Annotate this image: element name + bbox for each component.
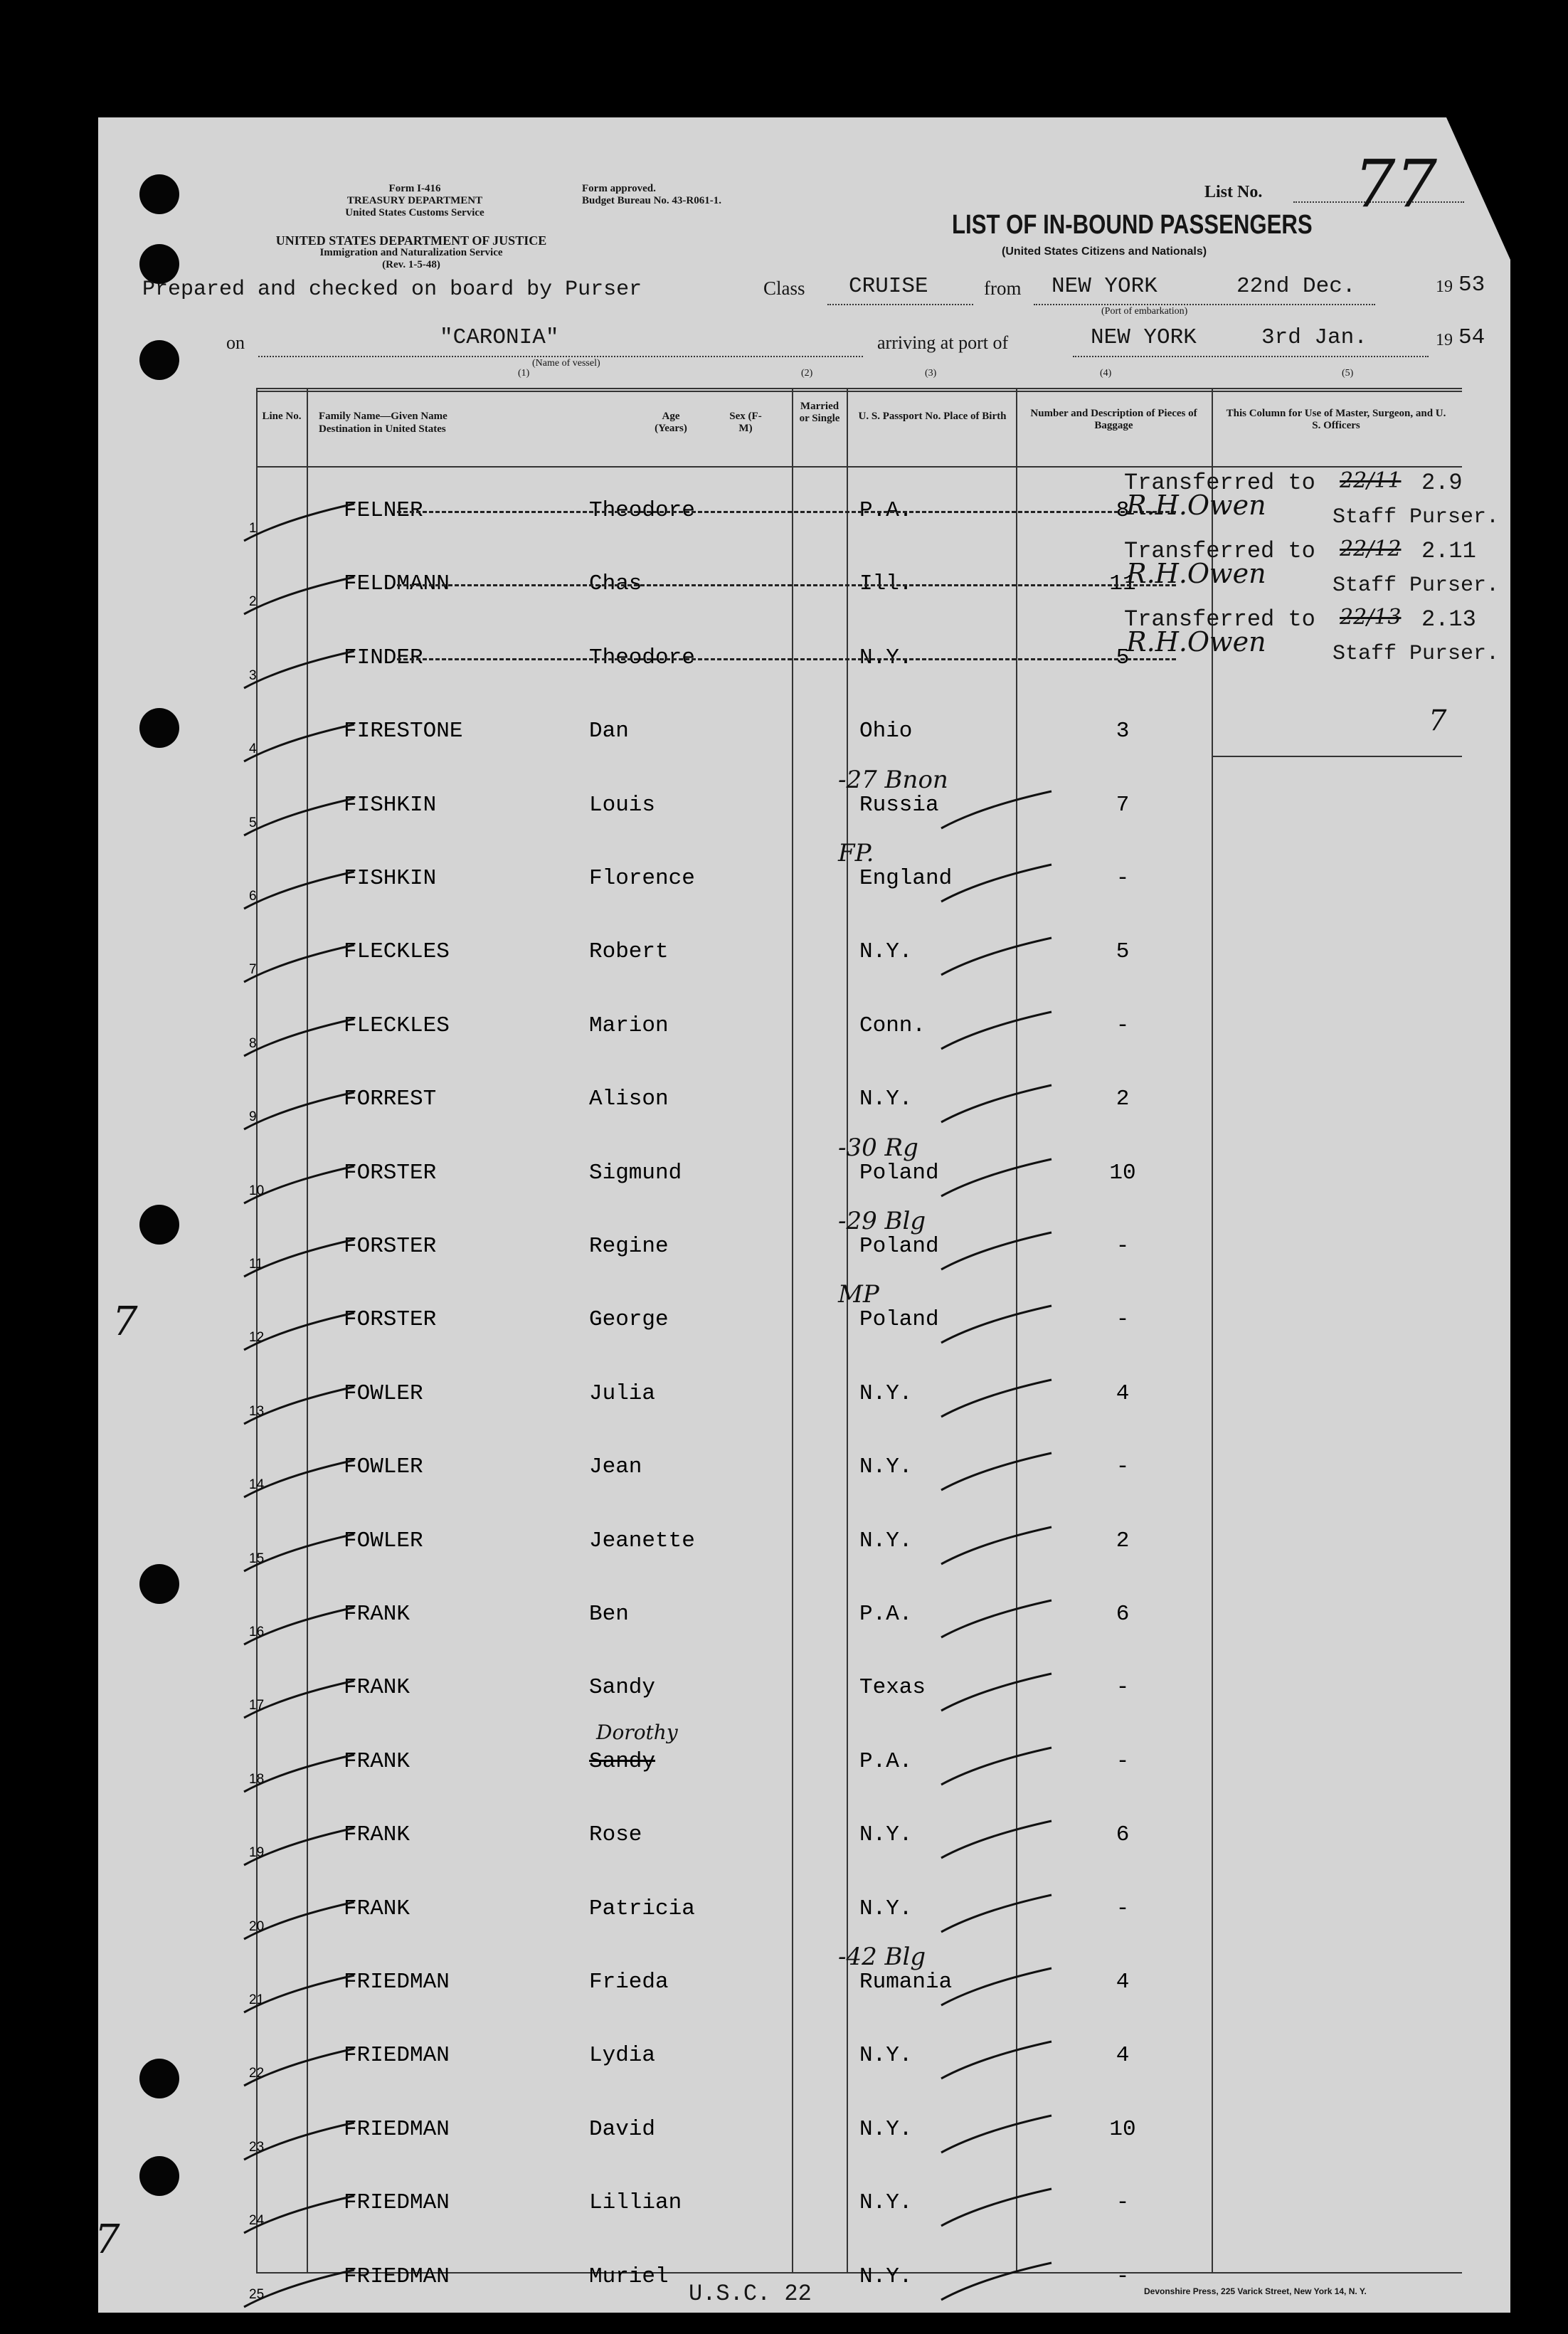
place-of-birth: N.Y. — [859, 1087, 913, 1112]
check-mark-icon — [240, 498, 347, 541]
on-label: on — [226, 332, 245, 353]
line-number: 3 — [249, 667, 257, 683]
table-row — [98, 1133, 1510, 1213]
check-mark-icon — [240, 1381, 347, 1424]
transfer-crossed-value: 22/12 — [1340, 537, 1402, 561]
given-name: Marion — [589, 1013, 669, 1038]
table-row — [98, 624, 1510, 697]
check-mark-icon — [938, 1079, 1059, 1129]
check-mark-icon — [240, 2190, 347, 2233]
prepared-label: Prepared and checked on board by Purser — [142, 278, 642, 302]
family-name: FRIEDMAN — [344, 1970, 450, 1995]
from-label: from — [984, 278, 1022, 299]
punch-hole — [139, 174, 179, 214]
table-row — [98, 1875, 1510, 1948]
given-name: Frieda — [589, 1970, 669, 1995]
check-mark-icon — [938, 1227, 1059, 1277]
arriving-label: arriving at port of — [877, 332, 1009, 353]
justice-dept: UNITED STATES DEPARTMENT OF JUSTICE — [275, 233, 547, 248]
staff-purser-label: Staff Purser. — [1333, 574, 1500, 598]
table-row — [98, 1654, 1510, 1727]
check-mark-icon — [240, 645, 347, 688]
col-header-passport: U. S. Passport No. Place of Birth — [858, 411, 1007, 422]
baggage-count: 10 — [1109, 1160, 1136, 1186]
line-number: 16 — [249, 1625, 265, 1639]
given-name: Chas — [589, 571, 642, 597]
baggage-count: 4 — [1116, 1380, 1130, 1406]
place-of-birth: N.Y. — [859, 645, 913, 670]
check-mark-icon — [240, 866, 347, 909]
given-name: Jeanette — [589, 1528, 695, 1553]
baggage-count: - — [1116, 2264, 1130, 2289]
given-name: Florence — [589, 866, 695, 891]
check-mark-icon — [938, 1153, 1059, 1203]
baggage-count: - — [1116, 1234, 1130, 1259]
table-row — [98, 2096, 1510, 2169]
line-number: 24 — [249, 2213, 265, 2229]
form-approved: Form approved. — [582, 183, 656, 194]
handwritten-correction: Dorothy — [596, 1720, 678, 1744]
line-number: 2 — [249, 594, 257, 610]
check-mark-icon — [938, 1668, 1059, 1718]
margin-mark: 7 — [95, 2217, 120, 2263]
place-of-birth: N.Y. — [859, 1380, 913, 1406]
line-number: 4 — [249, 741, 257, 757]
punch-hole — [139, 340, 179, 380]
transfer-destination: 2.9 — [1421, 470, 1463, 496]
place-of-birth: Ill. — [859, 571, 913, 597]
check-mark-icon — [240, 571, 347, 614]
given-name: Muriel — [589, 2264, 669, 2289]
check-mark-icon — [240, 1675, 347, 1718]
transfer-label: Transferred to — [1124, 470, 1315, 496]
check-mark-icon — [938, 2036, 1059, 2086]
table-row — [98, 1207, 1510, 1286]
table-row — [98, 2022, 1510, 2095]
arrive-port: NEW YORK — [1091, 325, 1197, 350]
check-mark-icon — [240, 939, 347, 982]
ins-service: Immigration and Naturalization Service — [319, 247, 503, 258]
officer-divider — [1212, 756, 1462, 757]
given-name: Dan — [589, 719, 629, 744]
printer-imprint: Devonshire Press, 225 Varick Street, New York 14, N. Y. — [1144, 2286, 1367, 2296]
arrive-year-prefix: 19 — [1436, 331, 1453, 349]
vessel-caption: (Name of vessel) — [532, 358, 600, 369]
baggage-count: - — [1116, 2190, 1130, 2216]
given-name: Lillian — [589, 2190, 682, 2216]
given-name: Robert — [589, 939, 669, 965]
baggage-count: 5 — [1116, 939, 1130, 965]
place-of-birth: N.Y. — [859, 2264, 913, 2289]
col-header-married: Married or Single — [799, 401, 840, 424]
family-name: FOWLER — [344, 1454, 423, 1480]
col-header-baggage: Number and Description of Pieces of Baggage — [1030, 408, 1197, 431]
row4-officer-note: 7 — [1429, 704, 1447, 737]
family-name: FELDMANN — [344, 571, 450, 597]
table-top-rule-2 — [256, 391, 1462, 392]
staff-purser-label: Staff Purser. — [1333, 642, 1500, 666]
place-of-birth: N.Y. — [859, 1822, 913, 1848]
form-approval — [582, 183, 721, 207]
check-mark-icon — [240, 1970, 347, 2012]
check-mark-icon — [240, 1161, 347, 1203]
baggage-count: 4 — [1116, 1970, 1130, 1995]
family-name: FLECKLES — [344, 939, 450, 965]
row-strikethrough — [397, 511, 1176, 513]
check-mark-icon — [938, 1595, 1059, 1644]
handwritten-note: FP. — [838, 839, 874, 867]
check-mark-icon — [240, 1307, 347, 1350]
form-header-treasury — [308, 183, 521, 219]
line-number: 1 — [249, 521, 257, 536]
vessel-name: "CARONIA" — [440, 325, 559, 350]
transfer-destination: 2.11 — [1421, 538, 1476, 564]
family-name: FRANK — [344, 1602, 410, 1627]
baggage-count: 11 — [1109, 571, 1136, 597]
manifest-page — [95, 117, 1510, 2313]
folded-corner — [1446, 117, 1510, 260]
check-mark-icon — [938, 1300, 1059, 1350]
line-number: 14 — [249, 1477, 265, 1493]
given-name: David — [589, 2116, 656, 2142]
col-num-5: (5) — [1342, 368, 1354, 379]
table-row — [98, 765, 1510, 845]
line-number: 22 — [249, 2066, 265, 2081]
given-name: Sandy — [589, 1675, 656, 1701]
form-revision: (Rev. 1-5-48) — [382, 259, 440, 270]
family-name: FOWLER — [344, 1528, 423, 1553]
row-strikethrough — [397, 584, 1176, 586]
given-name: Alison — [589, 1087, 669, 1112]
page-title: LIST OF IN-BOUND PASSENGERS — [952, 210, 1313, 240]
handwritten-note: MP — [838, 1280, 879, 1309]
from-year-prefix: 19 — [1436, 278, 1453, 296]
staff-purser-label: Staff Purser. — [1333, 505, 1500, 529]
list-no-handwritten: 77 — [1354, 146, 1438, 222]
table-row — [98, 1280, 1510, 1359]
col-header-name: Family Name—Given Name — [319, 411, 447, 422]
table-row — [98, 1065, 1510, 1139]
baggage-count: 2 — [1116, 1087, 1130, 1112]
family-name: FORSTER — [344, 1234, 437, 1259]
family-name: FISHKIN — [344, 866, 437, 891]
baggage-count: 10 — [1109, 2116, 1136, 2142]
baggage-count: - — [1116, 1013, 1130, 1038]
baggage-count: - — [1116, 1307, 1130, 1333]
table-row — [98, 1360, 1510, 1433]
col-num-4: (4) — [1100, 368, 1112, 379]
baggage-count: - — [1116, 1896, 1130, 1921]
given-name: Sigmund — [589, 1160, 682, 1186]
check-mark-icon — [240, 2043, 347, 2086]
place-of-birth: Rumania — [859, 1970, 953, 1995]
family-name: FRIEDMAN — [344, 2264, 450, 2289]
family-name: FORSTER — [344, 1160, 437, 1186]
table-row — [98, 697, 1510, 771]
table-row — [98, 1801, 1510, 1874]
place-of-birth: Poland — [859, 1307, 939, 1333]
col-header-sex: Sex (F-M) — [729, 411, 762, 434]
place-of-birth: P.A. — [859, 1602, 913, 1627]
family-name: FLECKLES — [344, 1013, 450, 1038]
place-of-birth: Poland — [859, 1234, 939, 1259]
given-name: Ben — [589, 1602, 629, 1627]
family-name: FRIEDMAN — [344, 2116, 450, 2142]
col-num-1: (1) — [518, 368, 530, 379]
line-number: 7 — [249, 962, 257, 978]
line-number: 8 — [249, 1035, 257, 1051]
check-mark-icon — [240, 2264, 347, 2307]
line-number: 11 — [249, 1257, 263, 1272]
family-name: FORSTER — [344, 1307, 437, 1333]
from-year: 53 — [1458, 273, 1485, 297]
place-of-birth: N.Y. — [859, 1896, 913, 1921]
table-row — [98, 839, 1510, 918]
given-name: Julia — [589, 1380, 656, 1406]
place-of-birth: Ohio — [859, 719, 913, 744]
family-name: FISHKIN — [344, 792, 437, 818]
customs-service: United States Customs Service — [345, 207, 484, 218]
transfer-destination: 2.13 — [1421, 606, 1476, 633]
place-of-birth: N.Y. — [859, 2116, 913, 2142]
col-header-age: Age (Years) — [655, 411, 687, 434]
check-mark-icon — [240, 1822, 347, 1865]
class-label: Class — [763, 278, 805, 299]
given-name: Lydia — [589, 2043, 656, 2069]
line-number: 12 — [249, 1330, 265, 1346]
family-name: FRIEDMAN — [344, 2190, 450, 2216]
place-of-birth: P.A. — [859, 1748, 913, 1774]
purser-signature: R.H.Owen — [1126, 626, 1266, 658]
line-number: 19 — [249, 1845, 265, 1861]
given-name: Jean — [589, 1454, 642, 1480]
check-mark-icon — [938, 1374, 1059, 1424]
given-name: Theodore — [589, 498, 695, 523]
family-name: FIRESTONE — [344, 719, 463, 744]
line-number: 20 — [249, 1918, 265, 1934]
purser-signature: R.H.Owen — [1126, 558, 1266, 589]
given-name: Rose — [589, 1822, 642, 1848]
given-name: Sandy — [589, 1748, 656, 1774]
check-mark-icon — [938, 2183, 1059, 2233]
col-header-destination: Destination in United States — [319, 423, 446, 435]
given-name: Regine — [589, 1234, 669, 1259]
place-of-birth: P.A. — [859, 498, 913, 523]
transfer-label: Transferred to — [1124, 606, 1315, 633]
check-mark-icon — [240, 2117, 347, 2160]
check-mark-icon — [240, 1087, 347, 1129]
given-name: George — [589, 1307, 669, 1333]
table-row — [98, 2169, 1510, 2242]
line-number: 15 — [249, 1551, 265, 1566]
check-mark-icon — [240, 1454, 347, 1497]
table-row — [98, 918, 1510, 991]
family-name: FORREST — [344, 1087, 437, 1112]
baggage-count: 7 — [1116, 792, 1130, 818]
place-of-birth: N.Y. — [859, 2043, 913, 2069]
margin-mark: 7 — [112, 1299, 138, 1345]
line-number: 23 — [249, 2139, 265, 2155]
budget-bureau: Budget Bureau No. 43-R061-1. — [582, 195, 721, 206]
port-embark-caption: (Port of embarkation) — [1101, 306, 1188, 317]
place-of-birth: N.Y. — [859, 1528, 913, 1553]
treasury-dept: TREASURY DEPARTMENT — [346, 195, 483, 206]
baggage-count: 4 — [1116, 2043, 1130, 2069]
place-of-birth: Texas — [859, 1675, 926, 1701]
line-number: 13 — [249, 1403, 265, 1419]
table-row — [98, 992, 1510, 1065]
handwritten-note: -27 Bnon — [838, 765, 948, 794]
family-name: FRIEDMAN — [344, 2043, 450, 2069]
place-of-birth: Conn. — [859, 1013, 926, 1038]
handwritten-note: -42 Blg — [838, 1943, 926, 1971]
transfer-label: Transferred to — [1124, 538, 1315, 564]
family-name: FRANK — [344, 1675, 410, 1701]
check-mark-icon — [938, 2257, 1059, 2307]
place-of-birth: N.Y. — [859, 2190, 913, 2216]
table-row — [98, 1433, 1510, 1506]
check-mark-icon — [938, 1742, 1059, 1792]
transfer-crossed-value: 22/11 — [1340, 468, 1402, 493]
check-mark-icon — [938, 2110, 1059, 2160]
place-of-birth: N.Y. — [859, 939, 913, 965]
check-mark-icon — [938, 932, 1059, 982]
form-number: Form I-416 — [388, 183, 441, 194]
baggage-count: - — [1116, 1748, 1130, 1774]
place-of-birth: Russia — [859, 792, 939, 818]
list-no-label: List No. — [1204, 183, 1263, 201]
row-strikethrough — [397, 658, 1176, 660]
line-number: 17 — [249, 1698, 265, 1713]
baggage-count: 2 — [1116, 1528, 1130, 1553]
place-of-birth: England — [859, 866, 953, 891]
form-header-justice — [226, 235, 596, 271]
purser-signature: R.H.Owen — [1126, 490, 1266, 521]
arrive-date: 3rd Jan. — [1261, 325, 1367, 350]
family-name: FOWLER — [344, 1380, 423, 1406]
col-header-officers: This Column for Use of Master, Surgeon, and U. S. Officers — [1226, 408, 1446, 431]
family-name: FRANK — [344, 1822, 410, 1848]
family-name: FRANK — [344, 1896, 410, 1921]
handwritten-note: -30 Rg — [838, 1133, 918, 1162]
place-of-birth: Poland — [859, 1160, 939, 1186]
arrive-fill — [1073, 356, 1429, 357]
footer-code: U.S.C. 22 — [689, 2281, 812, 2307]
from-date: 22nd Dec. — [1236, 274, 1356, 299]
table-row — [98, 1720, 1510, 1801]
from-fill — [1034, 304, 1375, 305]
check-mark-icon — [938, 859, 1059, 909]
place-of-birth: N.Y. — [859, 1454, 913, 1480]
baggage-count: - — [1116, 1454, 1130, 1480]
line-number: 21 — [249, 1992, 265, 2007]
family-name: FRANK — [344, 1748, 410, 1774]
check-mark-icon — [240, 1602, 347, 1644]
page-subtitle: (United States Citizens and Nationals) — [1002, 245, 1207, 258]
col-header-line-no: Line No. — [262, 411, 302, 422]
baggage-count: 8 — [1116, 498, 1130, 523]
transfer-crossed-value: 22/13 — [1340, 605, 1402, 630]
check-mark-icon — [938, 786, 1059, 835]
baggage-count: 5 — [1116, 645, 1130, 670]
given-name: Louis — [589, 792, 656, 818]
vessel-fill — [258, 356, 863, 357]
check-mark-icon — [938, 1889, 1059, 1939]
table-header-rule — [256, 466, 1462, 468]
line-number: 5 — [249, 815, 257, 830]
class-value: CRUISE — [849, 274, 928, 299]
line-number: 10 — [249, 1183, 265, 1198]
check-mark-icon — [240, 719, 347, 761]
col-num-2: (2) — [801, 368, 813, 379]
check-mark-icon — [938, 1963, 1059, 2012]
check-mark-icon — [240, 793, 347, 835]
line-number: 25 — [249, 2286, 265, 2302]
check-mark-icon — [240, 1528, 347, 1571]
baggage-count: 6 — [1116, 1822, 1130, 1848]
check-mark-icon — [240, 1013, 347, 1056]
check-mark-icon — [240, 1234, 347, 1277]
line-number: 9 — [249, 1109, 257, 1125]
given-name: Theodore — [589, 645, 695, 670]
class-fill — [827, 304, 973, 305]
baggage-count: 6 — [1116, 1602, 1130, 1627]
check-mark-icon — [938, 1447, 1059, 1497]
table-row — [98, 1943, 1510, 2022]
check-mark-icon — [938, 1815, 1059, 1865]
baggage-count: 3 — [1116, 719, 1130, 744]
check-mark-icon — [938, 1521, 1059, 1571]
family-name: FINDER — [344, 645, 423, 670]
baggage-count: - — [1116, 866, 1130, 891]
handwritten-note: -29 Blg — [838, 1207, 926, 1235]
check-mark-icon — [240, 1749, 347, 1792]
table-top-rule — [256, 388, 1462, 389]
given-name: Patricia — [589, 1896, 695, 1921]
baggage-count: - — [1116, 1675, 1130, 1701]
check-mark-icon — [240, 1896, 347, 1939]
check-mark-icon — [938, 1006, 1059, 1056]
arrive-year: 54 — [1458, 325, 1485, 350]
line-number: 6 — [249, 889, 257, 904]
family-name: FELNER — [344, 498, 423, 523]
col-num-3: (3) — [925, 368, 937, 379]
line-number: 18 — [249, 1771, 265, 1787]
table-row — [98, 1580, 1510, 1654]
from-port: NEW YORK — [1051, 274, 1158, 299]
table-row — [98, 1507, 1510, 1580]
